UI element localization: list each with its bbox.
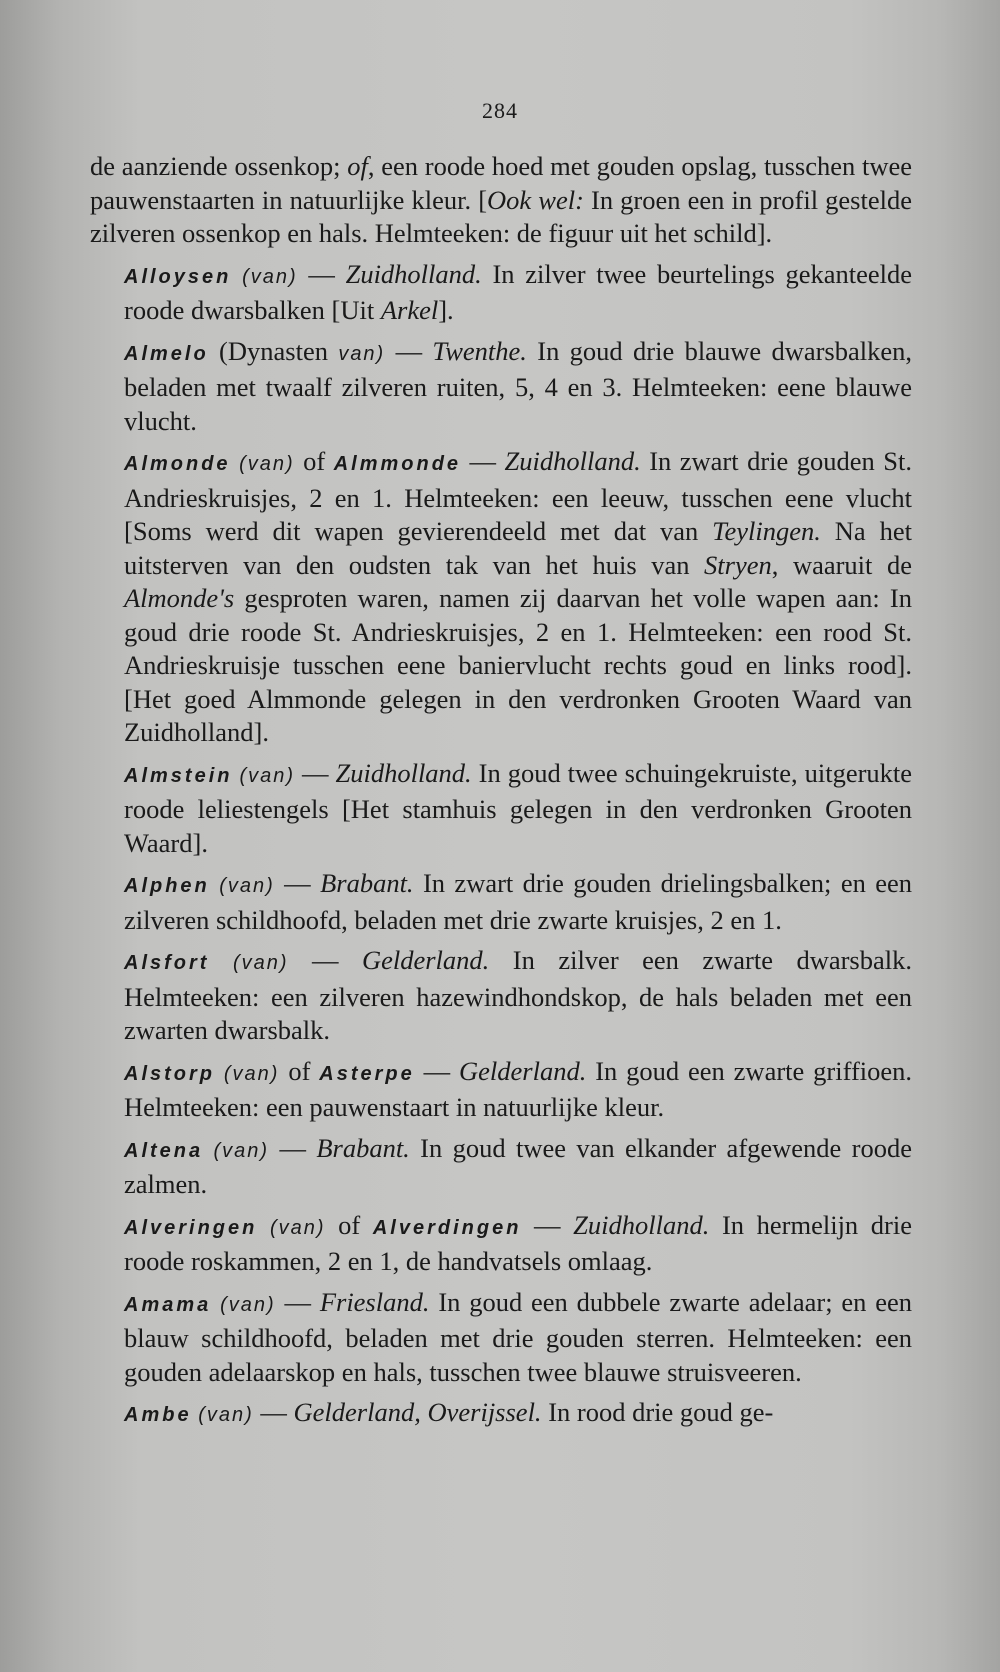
entry-ref: Arkel xyxy=(380,295,439,325)
entry-van: van) xyxy=(338,342,386,365)
entry-text: gesproten waren, namen zij daarvan het volle wapen aan: In goud drie roode St. Andrieskruisjes, 2 en 1. Helmteeken: een rood St. Andrieskruisje tusschen eene baniervlucht rechts goud en links rood]. [Het goed Almmonde gelegen in den verdronken Grooten Waard van Zuidholland]. xyxy=(124,583,912,747)
entry-name: Ambe xyxy=(124,1404,192,1426)
entry-van: (van) xyxy=(220,1293,276,1316)
intro-text: , een roode hoed met gouden opslag, tusschen twee pauwenstaarten in natuurlijke kleur. [ xyxy=(90,151,912,215)
entry-alloysen xyxy=(90,258,912,328)
entry-text: Na het uitsterven van den oudsten tak van het huis van xyxy=(124,516,912,580)
entry-text: , waaruit de xyxy=(771,549,912,580)
entry-van: (van) xyxy=(232,952,289,974)
entry-alstorp xyxy=(90,1055,912,1125)
entry-region: Zuidholland. xyxy=(504,446,641,476)
entry-amama xyxy=(90,1286,912,1390)
entry-ref: Teylingen. xyxy=(712,516,821,546)
entry-dash: — xyxy=(385,335,433,366)
entry-text: ]. xyxy=(438,295,454,325)
entry-of: of xyxy=(279,1055,320,1086)
entry-text: In goud een dubbele zwarte adelaar; en een blauw schildhoofd, beladen met drie gouden sterren. Helmteeken: een gouden adelaarskop en hals, tusschen twee blauwe struisveeren. xyxy=(124,1286,913,1387)
entry-van: (van) xyxy=(239,764,296,787)
entry-name: Altena xyxy=(124,1139,204,1162)
entry-text: In zilver twee beurtelings gekanteelde roode dwarsbalken [Uit xyxy=(124,258,913,325)
intro-of: of xyxy=(347,151,368,181)
entry-region: Twenthe. xyxy=(432,335,527,366)
entry-region: Gelderland. xyxy=(459,1055,587,1086)
page-body xyxy=(90,150,912,1440)
entry-region: Gelderland. xyxy=(361,945,490,975)
entry-dash: — xyxy=(274,868,321,898)
entry-of: of xyxy=(325,1209,373,1240)
intro-text: In groen een in profil gestelde zilveren ossenkop en hals. Helmteeken: de figuur uit het schild]. xyxy=(90,184,912,248)
entry-region: Brabant. xyxy=(320,868,414,898)
entry-name: Alphen xyxy=(124,875,210,897)
entry-dash: — xyxy=(521,1209,574,1240)
entry-altena xyxy=(90,1132,912,1202)
entry-text: In zilver een zwarte dwarsbalk. Helmteeken: een zilveren hazewindhondskop, de hals beladen met een zwarten dwarsbalk. xyxy=(124,945,912,1045)
page-number: 284 xyxy=(482,98,518,123)
entry-ref: Almonde's xyxy=(124,583,235,613)
entry-alveringen xyxy=(90,1209,912,1279)
entry-van: (van) xyxy=(219,875,275,897)
entry-name: Almelo xyxy=(124,342,209,365)
entry-name: Alsfort xyxy=(124,952,210,974)
entry-text: (Dynasten xyxy=(208,335,339,366)
entry-text: In zwart drie gouden drielingsbalken; en een zilveren schildhoofd, beladen met drie zwarte kruisjes, 2 en 1. xyxy=(124,868,912,935)
entry-almstein xyxy=(90,757,912,861)
entry-dash: — xyxy=(253,1397,294,1427)
entry-dash: — xyxy=(275,1286,320,1317)
entry-of: of xyxy=(294,446,334,476)
entry-van: (van) xyxy=(242,265,298,288)
entry-name-alt: Alverdingen xyxy=(372,1216,522,1239)
entry-name: Alveringen xyxy=(124,1216,258,1239)
entry-van: (van) xyxy=(269,1216,326,1239)
entry-van: (van) xyxy=(213,1139,270,1162)
entry-text: In zwart drie gouden St. Andrieskruisjes, 2 en 1. Helmteeken: een leeuw, tusschen eene vlucht [Soms werd dit wapen gevierendeeld met dat van xyxy=(124,446,913,546)
entry-region: Zuidholland. xyxy=(335,757,472,788)
entry-name: Alstorp xyxy=(124,1062,215,1085)
entry-dash: — xyxy=(269,1132,317,1163)
entry-almelo xyxy=(90,335,912,439)
entry-van: (van) xyxy=(239,453,295,475)
entry-text: In goud twee van elkander afgewende roode zalmen. xyxy=(124,1132,913,1199)
entry-almonde xyxy=(90,445,912,750)
entry-dash: — xyxy=(297,258,346,289)
intro-ook-wel: Ook wel: xyxy=(487,184,584,215)
entry-ref: Stryen xyxy=(704,549,772,580)
entry-region: Zuidholland. xyxy=(345,258,482,289)
entry-region: Friesland. xyxy=(319,1286,430,1317)
entry-dash: — xyxy=(288,945,362,975)
entry-alphen xyxy=(90,867,912,937)
entry-text: In goud drie blauwe dwarsbalken, beladen met twaalf zilveren ruiten, 5, 4 en 3. Helmteeken: eene blauwe vlucht. xyxy=(124,335,912,436)
entry-name: Almstein xyxy=(124,764,233,787)
entry-region: Gelderland, Overijssel. xyxy=(293,1397,542,1427)
entry-name-alt: Asterpe xyxy=(319,1062,415,1085)
intro-paragraph xyxy=(90,150,912,251)
entry-text: In hermelijn drie roode roskammen, 2 en 1, de handvatsels omlaag. xyxy=(124,1209,912,1276)
entry-name: Amama xyxy=(124,1293,212,1316)
entry-dash: — xyxy=(461,446,505,476)
entry-alsfort xyxy=(90,944,912,1048)
entry-dash: — xyxy=(414,1055,460,1086)
entry-name: Alloysen xyxy=(124,265,232,288)
entry-name-alt: Almmonde xyxy=(333,453,462,475)
entry-region: Brabant. xyxy=(316,1132,410,1163)
entry-name: Almonde xyxy=(124,453,231,475)
entry-dash: — xyxy=(295,757,336,788)
entry-region: Zuidholland. xyxy=(573,1209,710,1240)
entry-text: In goud een zwarte griffioen. Helmteeken: een pauwenstaart in natuurlijke kleur. xyxy=(124,1055,913,1122)
entry-text: In goud twee schuingekruiste, uitgerukte roode leliestengels [Het stamhuis gelegen in den verdronken Grooten Waard]. xyxy=(124,757,913,858)
entry-text: In rood drie goud ge- xyxy=(541,1397,774,1427)
entry-van: (van) xyxy=(223,1062,280,1085)
intro-text: de aanziende ossenkop; xyxy=(90,151,348,181)
entry-van: (van) xyxy=(198,1404,254,1426)
entry-ambe xyxy=(90,1396,912,1433)
